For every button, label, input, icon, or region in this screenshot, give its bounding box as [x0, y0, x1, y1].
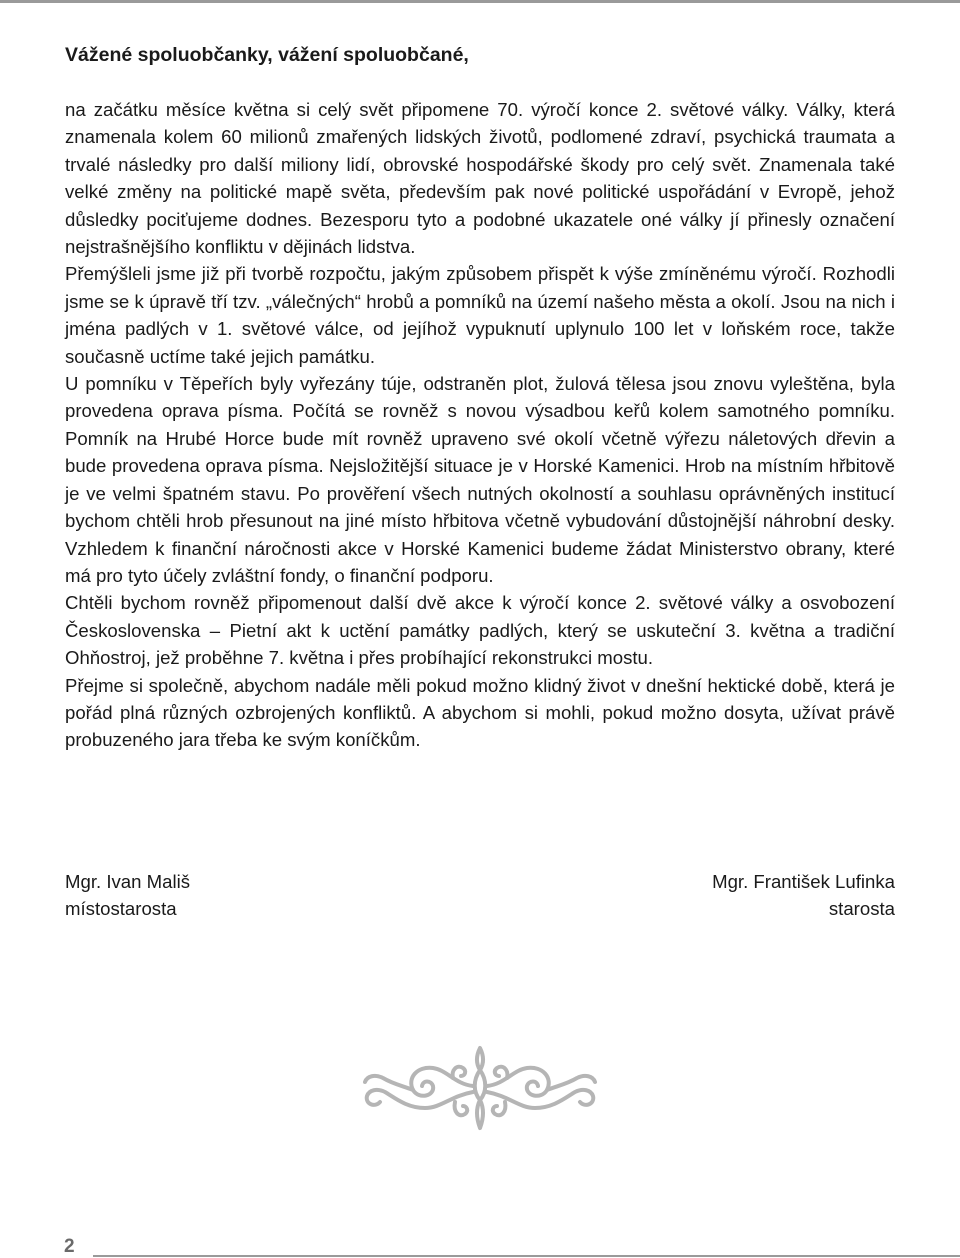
page-number: 2 — [64, 1236, 75, 1257]
paragraph: Chtěli bychom rovněž připomenout další dvě akce k výročí konce 2. světové války a osvobození Československa – Pietní akt k uctění památky padlých, který se uskuteční 3. května a tradiční Ohňostroj, jež proběhne 7. května i přes probíhající rekonstrukci mostu. — [65, 592, 895, 669]
paragraph: na začátku měsíce května si celý svět připomene 70. výročí konce 2. světové války. Války, která znamenala kolem 60 milionů zmařených lidských životů, podlomené zdraví, psychická traumata a trvalé následky pro další miliony lidí, obrovské hospodářské škody pro celý svět. Znamenala také velké změny na politické mapě světa, především pak nové politické uspořádání v Evropě, jehož důsledky pociťujeme dodnes. Bezesporu tyto a podobné ukazatele oné války jí přinesly označení nejstrašnějšího konfliktu v dějinách lidstva. — [65, 99, 895, 258]
paragraph: Přemýšleli jsme již při tvorbě rozpočtu, jakým způsobem přispět k výše zmíněnému výročí. Rozhodli jsme se k úpravě tří tzv. „válečných“ hrobů a pomníků na území našeho města a okolí. Jsou na nich i jména padlých v 1. světové válce, od jejíhož vypuknutí uplynulo 100 let v loňském roce, takže současně uctíme také jejich památku. — [65, 263, 895, 367]
top-rule — [0, 0, 960, 3]
signature-right-name: Mgr. František Lufinka — [712, 871, 895, 892]
flourish-ornament-icon — [355, 1040, 605, 1135]
letter-body — [65, 96, 895, 754]
paragraph: U pomníku v Těpeřích byly vyřezány túje, odstraněn plot, žulová tělesa jsou znovu vyleštěna, byla provedena oprava písma. Počítá se rovněž s novou výsadbou keřů kolem samotného pomníku. Pomník na Hrubé Horce bude mít rovněž upraveno své okolí včetně výřezu náletových dřevin a bude provedena oprava písma. Nejsložitější situace je v Horské Kamenici. Hrob na místním hřbitově je ve velmi špatném stavu. Po prověření všech nutných okolností a souhlasu oprávněných institucí bychom chtěli hrob přesunout na jiné místo hřbitova včetně vybudování důstojnější náhrobní desky. Vzhledem k finanční náročnosti akce v Horské Kamenici budeme žádat Ministerstvo obrany, které má pro tyto účely zvláštní fondy, o finanční podporu. — [65, 373, 895, 586]
signature-left-role: místostarosta — [65, 898, 177, 919]
paragraph: Přejme si společně, abychom nadále měli pokud možno klidný život v dnešní hektické době, která je pořád plná různých ozbrojených konfliktů. A abychom si mohli, pokud možno dosyta, užívat právě probuzeného jara třeba ke svým koníčkům. — [65, 674, 895, 751]
signature-right-role: starosta — [828, 898, 895, 919]
signature-right — [712, 868, 895, 922]
greeting-heading: Vážené spoluobčanky, vážení spoluobčané, — [65, 44, 469, 66]
signature-left — [65, 868, 190, 922]
signature-left-name: Mgr. Ivan Mališ — [65, 871, 191, 892]
